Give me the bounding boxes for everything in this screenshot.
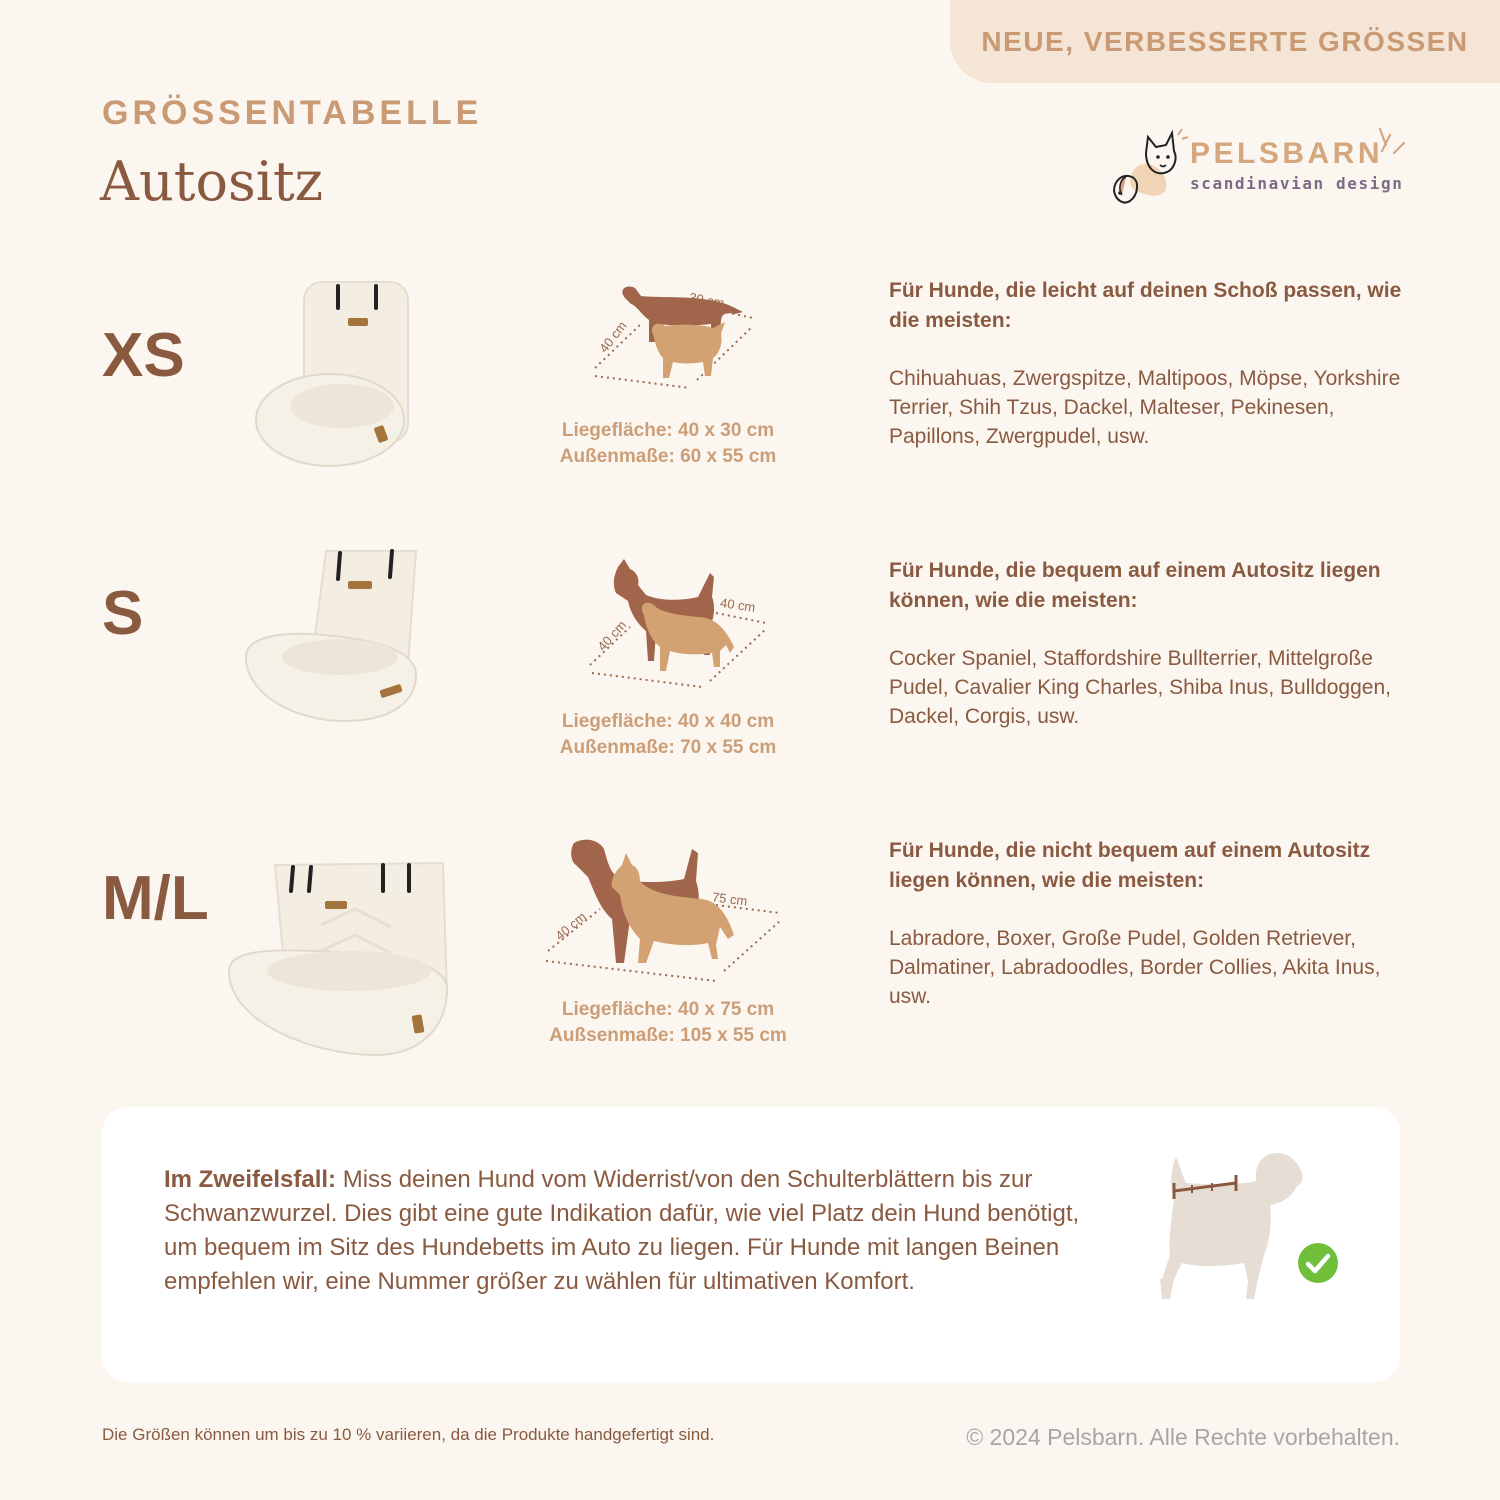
surface-area-xs: Liegefläche: 40 x 30 cm bbox=[561, 420, 775, 441]
tip-body: Miss deinen Hund vom Widerrist/von den Schulterblättern bis zur Schwanzwurzel. Dies gibt eine gute Indikation dafür, wie viel Platz dein Hund benötigt, um bequem im Sitz des Hundebetts im Auto zu liegen. Für Hunde mit langen Beinen empfehlen wir, eine Nummer größer zu wählen für ultimativen Komfort. bbox=[164, 1166, 1080, 1295]
checkmark-icon bbox=[1296, 1241, 1340, 1285]
section-eyebrow: GRÖSSENTABELLE bbox=[102, 94, 483, 132]
surface-area-ml: Liegefläche: 40 x 75 cm bbox=[561, 999, 775, 1020]
breed-list-s: Cocker Spaniel, Staffordshire Bullterrier, Mittelgroße Pudel, Cavalier King Charles, Shiba Inus, Bulldoggen, Dackel, Corgis, usw. bbox=[889, 647, 1391, 728]
badge-text: NEUE, VERBESSERTE GRÖSSEN bbox=[981, 25, 1469, 57]
size-label-ml: M/L bbox=[102, 864, 209, 933]
description-xs bbox=[889, 276, 1409, 451]
diagram-width-label-xs: 30 cm bbox=[687, 289, 726, 311]
outer-size-xs: Außenmaße: 60 x 55 cm bbox=[559, 446, 777, 467]
breed-list-xs: Chihuahuas, Zwergspitze, Maltipoos, Möpse, Yorkshire Terrier, Shih Tzus, Dackel, Malteser, Pekinesen, Papillons, Zwergpudel, usw. bbox=[889, 367, 1401, 448]
description-ml bbox=[889, 836, 1409, 1011]
dimension-diagram-xs bbox=[585, 278, 765, 393]
diagram-width-label-ml: 75 cm bbox=[711, 889, 749, 909]
diagram-width-label-s: 40 cm bbox=[719, 595, 757, 615]
dimensions-ml bbox=[518, 997, 818, 1049]
description-heading-xs: Für Hunde, die leicht auf deinen Schoß passen, wie die meisten: bbox=[889, 279, 1402, 332]
diagram-depth-label-xs: 40 cm bbox=[596, 318, 630, 356]
dimension-diagram-ml bbox=[540, 835, 785, 985]
breed-list-ml: Labradore, Boxer, Große Pudel, Golden Retriever, Dalmatiner, Labradoodles, Border Collies, Akita Inus, usw. bbox=[889, 927, 1381, 1008]
size-label-s: S bbox=[102, 579, 144, 648]
description-heading-s: Für Hunde, die bequem auf einem Autositz liegen können, wie die meisten: bbox=[889, 559, 1381, 612]
size-label-xs: XS bbox=[102, 321, 185, 390]
surface-area-s: Liegefläche: 40 x 40 cm bbox=[561, 711, 775, 732]
measure-dog-icon bbox=[1152, 1151, 1377, 1336]
new-sizes-badge bbox=[950, 0, 1500, 83]
diagram-depth-label-s: 40 cm bbox=[594, 617, 630, 654]
seat-image-ml bbox=[225, 855, 455, 1060]
seat-image-xs bbox=[252, 278, 417, 473]
dimension-diagram-s bbox=[580, 555, 775, 695]
sparkle-icon bbox=[1376, 125, 1408, 155]
outer-size-ml: Außsenmaße: 105 x 55 cm bbox=[549, 1025, 787, 1046]
outer-size-s: Außenmaße: 70 x 55 cm bbox=[559, 737, 777, 758]
tip-lead: Im Zweifelsfall: bbox=[164, 1166, 337, 1193]
brand-logo bbox=[1108, 125, 1408, 215]
dimensions-xs bbox=[518, 418, 818, 470]
page-title: Autositz bbox=[100, 150, 324, 213]
seat-image-s bbox=[240, 545, 425, 730]
logo-wordmark: PELSBARN bbox=[1190, 137, 1384, 170]
cat-dog-logo-icon bbox=[1108, 125, 1188, 215]
measurement-tip-card bbox=[102, 1107, 1400, 1382]
handmade-disclaimer: Die Größen können um bis zu 10 % variieren, da die Produkte handgefertigt sind. bbox=[102, 1425, 715, 1444]
description-s bbox=[889, 556, 1409, 731]
dimensions-s bbox=[518, 709, 818, 761]
description-heading-ml: Für Hunde, die nicht bequem auf einem Autositz liegen können, wie die meisten: bbox=[889, 839, 1371, 892]
logo-tagline: scandinavian design bbox=[1190, 174, 1404, 193]
diagram-depth-label-ml: 40 cm bbox=[552, 908, 590, 944]
copyright: © 2024 Pelsbarn. Alle Rechte vorbehalten. bbox=[966, 1424, 1400, 1450]
tip-text bbox=[164, 1163, 1104, 1299]
